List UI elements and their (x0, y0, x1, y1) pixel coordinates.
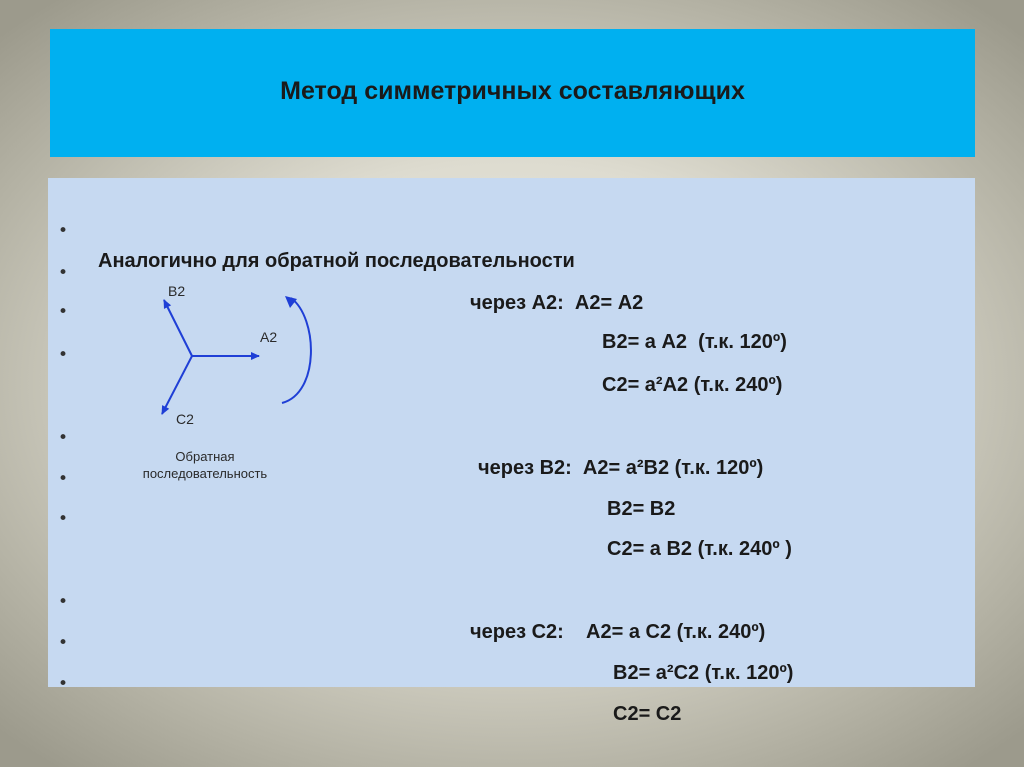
label-c2: С2 (176, 411, 194, 427)
bullet-text: через А2: А2= А2 (470, 292, 644, 314)
bullet-marker: • (58, 674, 69, 694)
bullet-marker: • (58, 469, 69, 489)
bullet-marker: • (58, 428, 69, 448)
caption-line-2: последовательность (142, 466, 268, 481)
vector-c2 (162, 356, 192, 414)
bullet-text: В2= а²С2 (т.к. 120º) (613, 662, 794, 684)
bullet-marker: • (58, 221, 69, 241)
bullet-marker: • (58, 302, 69, 322)
bullet-text: через С2: А2= а С2 (т.к. 240º) (470, 621, 766, 643)
bullet-marker: • (58, 592, 69, 612)
bullet-marker: • (58, 263, 69, 283)
label-a2: А2 (260, 329, 278, 345)
bullet-text: С2= С2 (613, 703, 682, 725)
bullet-text: С2= а²А2 (т.к. 240º) (602, 374, 783, 396)
bullet-marker: • (58, 509, 69, 529)
bullet-marker: • (58, 633, 69, 653)
vector-b2 (164, 300, 192, 356)
rotation-arc (282, 298, 311, 403)
bullet-text: через В2: А2= а²В2 (т.к. 120º) (478, 457, 764, 479)
bullet-text: С2= а В2 (т.к. 240º ) (607, 538, 792, 560)
label-b2: В2 (168, 283, 186, 299)
slide-title: Метод симметричных составляющих (280, 76, 745, 105)
bullet-text: В2= а А2 (т.к. 120º) (602, 331, 787, 353)
bullet-text: В2= В2 (607, 498, 676, 520)
bullet-text: Аналогично для обратной последовательности (98, 250, 575, 272)
diagram-caption (105, 448, 305, 482)
caption-line-1: Обратная (175, 449, 235, 464)
bullet-marker: • (58, 345, 69, 365)
